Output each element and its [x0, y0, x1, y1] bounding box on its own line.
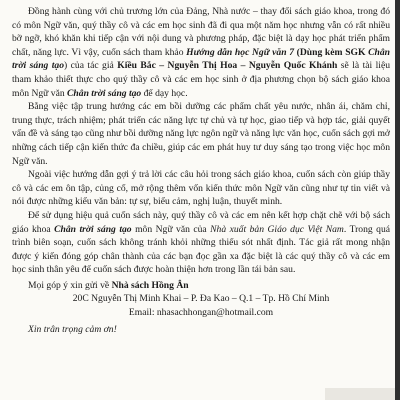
page-edge-shadow [395, 0, 400, 400]
text-run: Chân trời sáng tạo [67, 87, 142, 99]
publisher-address: 20C Nguyễn Thị Minh Khai – P. Đa Kao – Q.1 – Tp. Hồ Chí Minh [72, 293, 330, 305]
page-corner-shade [325, 388, 395, 400]
text-run: môn Ngữ văn của [131, 223, 211, 235]
publisher-email: Email: nhasachhongan@hotmail.com [128, 307, 274, 319]
text-run: ) của tác giả [64, 60, 118, 72]
text-run: . Trong quá trình biên soạn, cuốn sách không tránh khỏi những thiếu sót nhất định. Tác giả rất mong nhận được ý kiến đóng góp chân thành của các bạn đọc gần xa đặc biệt là các quý thầy cô và các em học sinh thân yêu để cuốn sách được hoàn thiện hơn trong lần tái bản sau. [12, 223, 391, 276]
text-run: Kiều Bắc – Nguyễn Thị Hoa – Nguyễn Quốc Khánh [117, 60, 338, 72]
text-run: để dạy học. [141, 87, 188, 99]
publisher-name: Nhà sách Hồng Ân [111, 279, 189, 291]
paragraph-1 [12, 5, 390, 100]
text-run: Chân trời sáng tạo [54, 223, 132, 235]
contact-prefix: Mọi góp ý xin gửi về [28, 279, 112, 291]
text-run: (Dùng kèm SGK [294, 46, 369, 58]
paragraph-4 [12, 209, 390, 277]
body-text [12, 5, 390, 277]
text-run: Nhà xuất bản Giáo dục Việt Nam [210, 223, 344, 235]
paragraph-2 [12, 100, 390, 168]
text-run: Để sử dụng hiệu quả cuốn sách này, quý thầy cô và các em nên kết hợp chặt chẽ với bộ sách giáo khoa [12, 209, 390, 235]
text-run: sẽ là tài liệu tham khảo thiết thực cho quý thầy cô và các em học sinh ở địa phương chọn bộ sách giáo khoa môn Ngữ văn [12, 60, 390, 99]
closing-line: Xin trân trọng cảm ơn! [28, 323, 117, 335]
text-run: Bằng việc tập trung hướng các em bồi dưỡng các phẩm chất yêu nước, nhân ái, chăm chỉ, trung thực, trách nhiệm; phát triển các năng lực tự chủ và tự học, giao tiếp và hợp tác, giải quyết vấn đề và sáng tạo cũng như bồi dưỡng năng lực ngôn ngữ và năng lực văn học, cuốn sách gợi mở những cách tiếp cận kiến thức đa chiều, giúp các em phát huy tư duy sáng tạo trong việc học môn Ngữ văn. [12, 101, 390, 167]
paragraph-3 [12, 168, 390, 209]
text-run: Đồng hành cùng với chủ trương lớn của Đảng, Nhà nước – thay đổi sách giáo khoa, trong đó có môn Ngữ văn, quý thầy cô và các em học sinh đã đi qua một năm học nhưng vẫn có rất nhiều bỡ ngỡ, khó khăn khi tiếp cận với nội dung và phương pháp, đặc biệt là dạy học phát triển phẩm chất, năng lực. Vì vậy, cuốn sách tham khảo [12, 6, 390, 58]
contact-line [12, 279, 390, 293]
text-run: Ngoài việc hướng dẫn gợi ý trả lời các câu hỏi trong sách giáo khoa, cuốn sách còn giúp thầy cô và các em ôn tập, củng cố, mở rộng thêm vốn kiến thức môn Ngữ văn cũng như tự tin viết và nói được những kiểu văn bản: tự sự, biểu cảm, nghị luận, thuyết minh. [12, 169, 390, 208]
text-run: Chân trời sáng tạo [12, 46, 390, 72]
text-run: Hướng dẫn học Ngữ văn 7 [186, 46, 294, 58]
